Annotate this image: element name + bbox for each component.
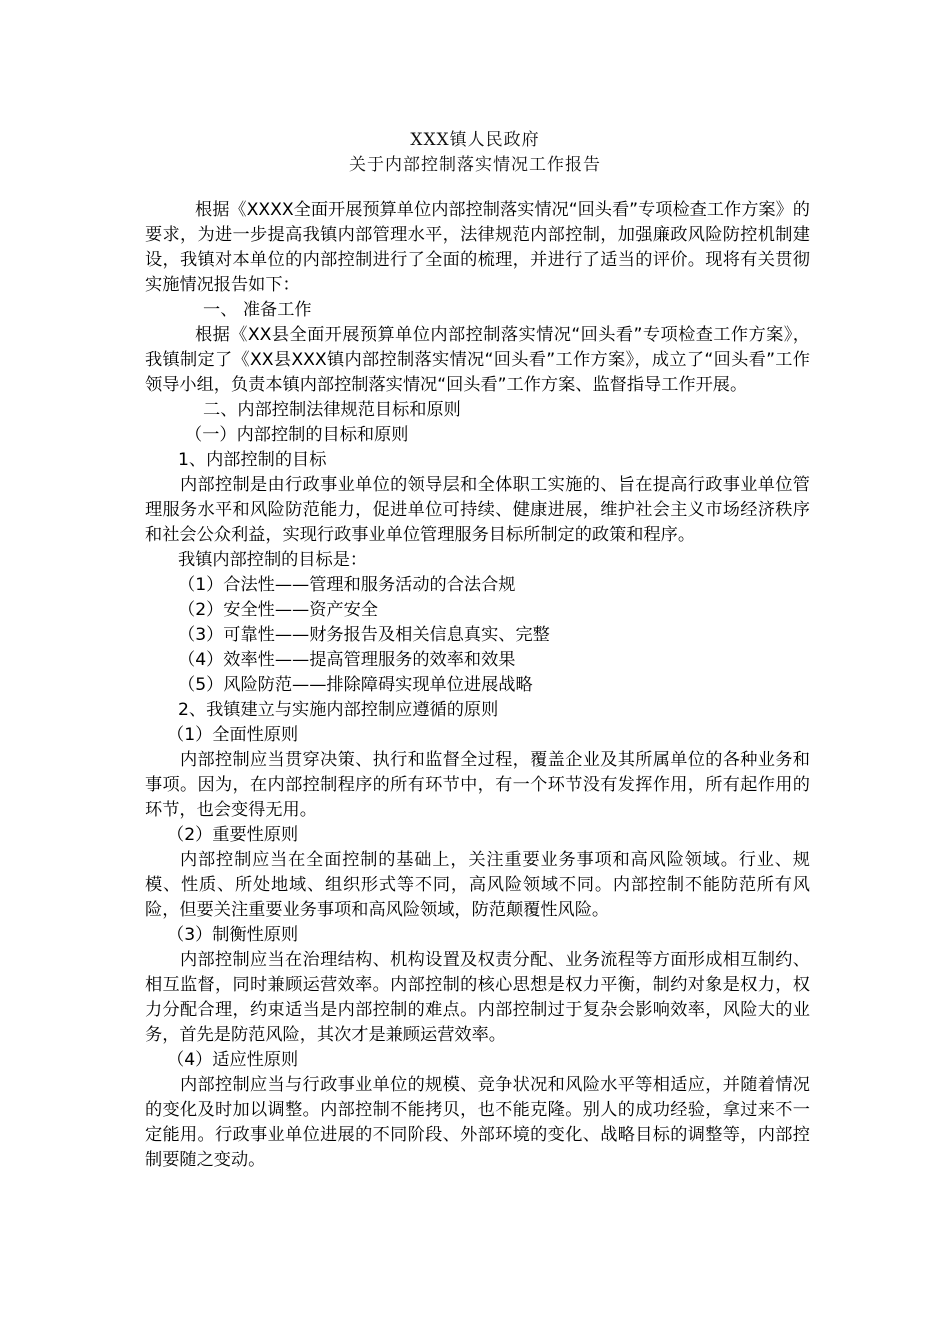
list-item: （3）可靠性——财务报告及相关信息真实、完整 — [178, 625, 550, 645]
list-item: （1）合法性——管理和服务活动的合法合规 — [178, 575, 516, 595]
numbered-heading: 1、内部控制的目标 — [178, 450, 327, 470]
body-paragraph: 内部控制是由行政事业单位的领导层和全体职工实施的、旨在提高行政事业单位管理服务水平和风险防范能力，促进单位可持续、健康进展，维护社会主义市场经济秩序和社会公众利益，实现行政事业单位管理服务目标所制定的政策和程序。 — [145, 475, 810, 545]
principle-heading: （1）全面性原则 — [167, 725, 299, 745]
principle-heading: （2）重要性原则 — [167, 825, 299, 845]
list-item: （2）安全性——资产安全 — [178, 600, 378, 620]
body-paragraph: 我镇内部控制的目标是： — [178, 550, 368, 570]
document-body — [145, 198, 810, 1173]
numbered-heading: 2、我镇建立与实施内部控制应遵循的原则 — [178, 700, 499, 720]
body-paragraph: 内部控制应当在治理结构、机构设置及权责分配、业务流程等方面形成相互制约、相互监督，同时兼顾运营效率。内部控制的核心思想是权力平衡，制约对象是权力，权力分配合理，约束适当是内部控制的难点。内部控制过于复杂会影响效率，风险大的业务，首先是防范风险，其次才是兼顾运营效率。 — [145, 950, 810, 1045]
subsection-heading: （一）内部控制的目标和原则 — [185, 425, 409, 445]
principle-heading: （4）适应性原则 — [167, 1050, 299, 1070]
body-paragraph: 内部控制应当与行政事业单位的规模、竞争状况和风险水平等相适应，并随着情况的变化及时加以调整。内部控制不能拷贝，也不能克隆。别人的成功经验，拿过来不一定能用。行政事业单位进展的不同阶段、外部环境的变化、战略目标的调整等，内部控制要随之变动。 — [145, 1075, 810, 1170]
body-paragraph: 根据《XX县全面开展预算单位内部控制落实情况“回头看”专项检查工作方案》，我镇制定了《XX县XXX镇内部控制落实情况“回头看”工作方案》，成立了“回头看”工作领导小组，负责本镇内部控制落实情况“回头看”工作方案、监督指导工作开展。 — [145, 325, 810, 395]
document-title-line1: XXX镇人民政府 — [410, 130, 540, 150]
body-paragraph: 内部控制应当贯穿决策、执行和监督全过程，覆盖企业及其所属单位的各种业务和事项。因为，在内部控制程序的所有环节中，有一个环节没有发挥作用，所有起作用的环节，也会变得无用。 — [145, 750, 810, 820]
body-paragraph: 内部控制应当在全面控制的基础上，关注重要业务事项和高风险领域。行业、规模、性质、所处地域、组织形式等不同，高风险领域不同。内部控制不能防范所有风险，但要关注重要业务事项和高风险领域，防范颠覆性风险。 — [145, 850, 810, 920]
section-heading-1: 一、 准备工作 — [203, 300, 312, 320]
principle-heading: （3）制衡性原则 — [167, 925, 299, 945]
document-title-line2: 关于内部控制落实情况工作报告 — [349, 155, 601, 175]
list-item: （4）效率性——提高管理服务的效率和效果 — [178, 650, 516, 670]
section-heading-2: 二、内部控制法律规范目标和原则 — [203, 400, 461, 420]
intro-paragraph: 根据《XXXX全面开展预算单位内部控制落实情况“回头看”专项检查工作方案》的要求，为进一步提高我镇内部管理水平，法律规范内部控制，加强廉政风险防控机制建设，我镇对本单位的内部控制进行了全面的梳理，并进行了适当的评价。现将有关贯彻实施情况报告如下： — [145, 200, 810, 295]
list-item: （5）风险防范——排除障碍实现单位进展战略 — [178, 675, 533, 695]
